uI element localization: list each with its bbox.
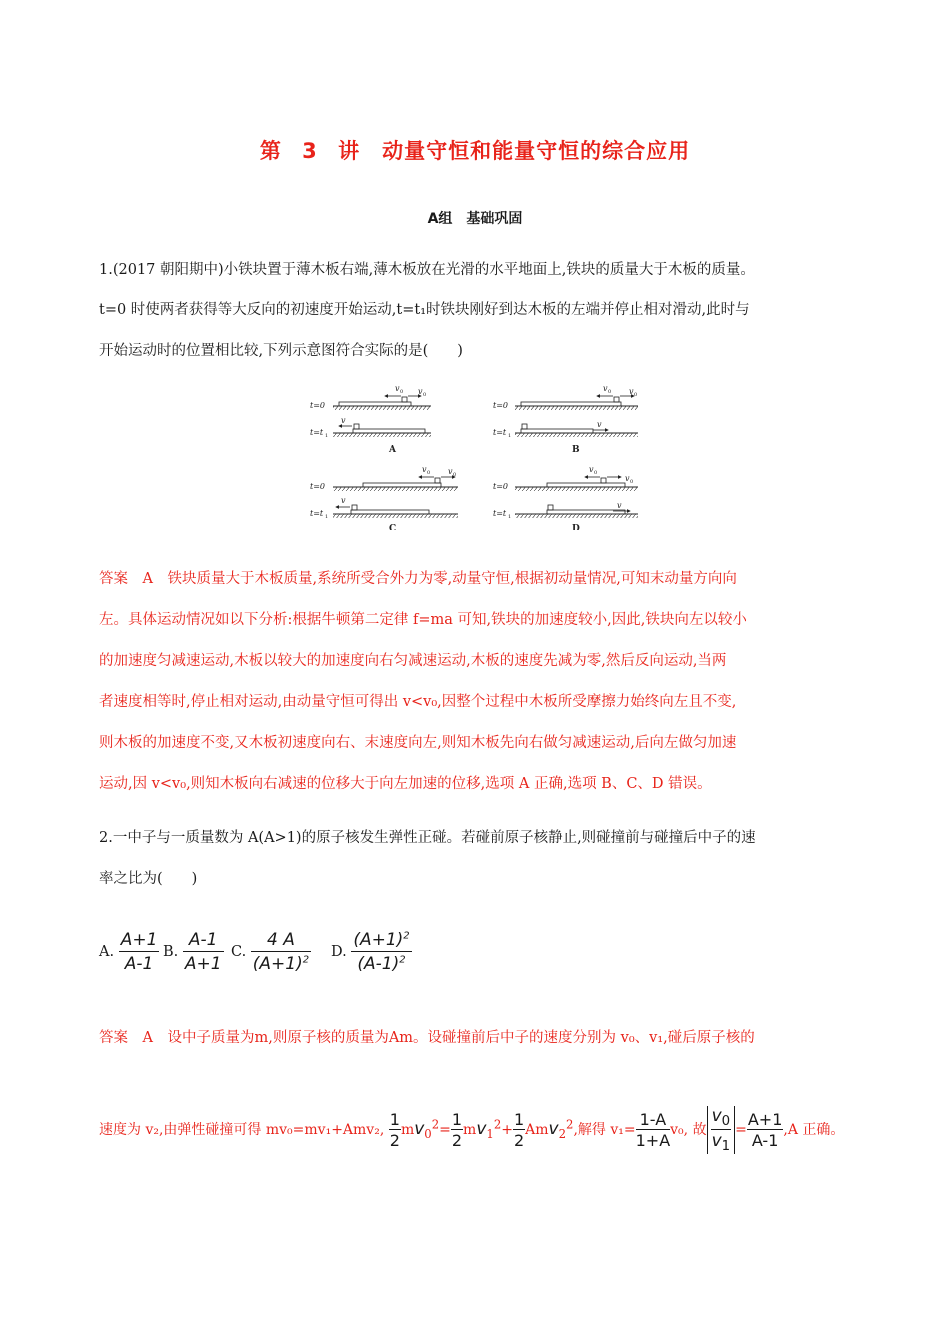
q1-line-3: 开始运动时的位置相比较,下列示意图符合实际的是( ) bbox=[99, 343, 463, 359]
panel-d-block-t0 bbox=[601, 478, 606, 483]
q1-line-1: 1.(2017 朝阳期中)小铁块置于薄木板右端,薄木板放在光滑的水平地面上,铁块的质量大于木板的质量。 bbox=[99, 262, 755, 278]
section-heading: A组 基础巩固 bbox=[427, 211, 523, 227]
option-a: A. $\frac{A+1}{A-1}$ bbox=[99, 930, 158, 974]
panel-c-board-t0 bbox=[363, 483, 441, 487]
panel-c-t0-label: t=0 bbox=[310, 482, 326, 491]
svg-text:v: v bbox=[625, 474, 630, 483]
panel-c-board-t1 bbox=[351, 510, 429, 514]
panel-c bbox=[310, 465, 458, 530]
svg-text:0: 0 bbox=[400, 389, 404, 395]
svg-text:v: v bbox=[597, 420, 602, 429]
panel-d-block-t1 bbox=[548, 505, 553, 510]
svg-text:v: v bbox=[617, 501, 622, 510]
svg-text:0: 0 bbox=[634, 392, 638, 398]
panel-a-block-t0 bbox=[402, 397, 407, 402]
q1-answer-line-3: 的加速度匀减速运动,木板以较大的加速度向右匀减速运动,木板的速度先减为零,然后反向运动,当两 bbox=[99, 653, 727, 669]
q1-answer-line-5: 则木板的加速度不变,又木板初速度向右、末速度向左,则知木板先向右做匀减速运动,后向左做匀加速 bbox=[99, 735, 737, 751]
panel-b-block-t1 bbox=[522, 424, 527, 429]
q2-answer-line-2: 速度为 v₂,由弹性碰撞可得 mv₀=mv₁+Amv₂, $\frac{1}{2}$ $mv_0^2=$ $\frac{1}{2}$ $mv_1^2+$ $\frac{1}{2}$ Amv$_2^2$,解得 v₁= $\frac{1-A}{1+A}$ v₀, 故 $\frac{v_0}{v_1}$ = $\frac{A+1}{A-1}$ ,A 正确。 bbox=[99, 1106, 845, 1155]
panel-a-block-t1 bbox=[354, 424, 359, 429]
panel-d-t1-label: t=t bbox=[493, 509, 507, 518]
panel-b bbox=[493, 385, 638, 455]
option-c: C. $\frac{4 A}{(A+1)^2}$ bbox=[231, 930, 310, 974]
panel-d-label: D bbox=[572, 524, 580, 530]
panel-d-t0-label: t=0 bbox=[493, 482, 509, 491]
panel-b-board-t1 bbox=[521, 429, 593, 433]
svg-text:v: v bbox=[395, 385, 400, 393]
panel-c-block-t0 bbox=[435, 478, 440, 483]
svg-text:0: 0 bbox=[423, 392, 427, 398]
svg-text:0: 0 bbox=[608, 389, 612, 395]
svg-text:0: 0 bbox=[594, 470, 598, 476]
panel-b-block-t0 bbox=[614, 397, 619, 402]
q1-line-2: t=0 时使两者获得等大反向的初速度开始运动,t=t₁时铁块刚好到达木板的左端并停止相对滑动,此时与 bbox=[99, 302, 750, 318]
svg-text:0: 0 bbox=[630, 479, 634, 485]
panel-b-t0-label: t=0 bbox=[493, 401, 509, 410]
q2-line-2: 率之比为( ) bbox=[99, 871, 198, 887]
panel-c-t1-label: t=t bbox=[310, 509, 324, 518]
panel-a bbox=[310, 385, 431, 455]
panel-a-t1-label: t=t bbox=[310, 428, 324, 437]
svg-text:v: v bbox=[422, 465, 427, 474]
panel-c-block-t1 bbox=[352, 505, 357, 510]
svg-text:0: 0 bbox=[427, 470, 431, 476]
svg-text:v: v bbox=[448, 467, 453, 476]
panel-a-board-t0 bbox=[339, 402, 411, 406]
panel-a-board-t1 bbox=[353, 429, 425, 433]
svg-text:1: 1 bbox=[508, 514, 512, 520]
panel-b-label: B bbox=[572, 445, 580, 455]
svg-text:v: v bbox=[603, 385, 608, 393]
svg-text:1: 1 bbox=[508, 433, 512, 439]
q1-answer-line-6: 运动,因 v<v₀,则知木板向右减速的位移大于向左加速的位移,选项 A 正确,选项 B、C、D 错误。 bbox=[99, 776, 712, 792]
option-b: B. $\frac{A-1}{A+1}$ bbox=[163, 930, 222, 974]
q1-answer-line-2: 左。具体运动情况如以下分析:根据牛顿第二定律 f=ma 可知,铁块的加速度较小,因此,铁块向左以较小 bbox=[99, 612, 747, 628]
panel-d-board-t0 bbox=[547, 483, 625, 487]
q2-answer-line-1: 答案 A 设中子质量为m,则原子核的质量为Am。设碰撞前后中子的速度分别为 v₀、v₁,碰后原子核的 bbox=[99, 1030, 755, 1046]
svg-text:v: v bbox=[341, 416, 346, 425]
panel-d bbox=[493, 465, 638, 530]
svg-text:v: v bbox=[589, 465, 594, 474]
panel-c-label: C bbox=[389, 524, 397, 530]
panel-a-label: A bbox=[389, 445, 396, 455]
svg-text:0: 0 bbox=[453, 472, 457, 478]
panel-b-t1-label: t=t bbox=[493, 428, 507, 437]
q1-answer-line-4: 者速度相等时,停止相对运动,由动量守恒可得出 v<v₀,因整个过程中木板所受摩擦力始终向左且不变, bbox=[99, 694, 737, 710]
svg-text:v: v bbox=[418, 387, 423, 396]
panel-b-board-t0 bbox=[521, 402, 621, 406]
q2-line-1: 2.一中子与一质量数为 A(A>1)的原子核发生弹性正碰。若碰前原子核静止,则碰撞前与碰撞后中子的速 bbox=[99, 830, 756, 846]
q1-answer-line-1: 答案 A 铁块质量大于木板质量,系统所受合外力为零,动量守恒,根据初动量情况,可知末动量方向向 bbox=[99, 571, 737, 587]
option-d: D. $\frac{(A+1)^2}{(A-1)^2}$ bbox=[331, 930, 410, 974]
q1-figure bbox=[303, 385, 648, 530]
svg-text:v: v bbox=[629, 387, 634, 396]
panel-a-t0-label: t=0 bbox=[310, 401, 326, 410]
page-title: 第 3 讲 动量守恒和能量守恒的综合应用 bbox=[259, 139, 691, 163]
svg-text:1: 1 bbox=[325, 433, 329, 439]
svg-text:v: v bbox=[341, 496, 346, 505]
svg-text:1: 1 bbox=[325, 514, 329, 520]
